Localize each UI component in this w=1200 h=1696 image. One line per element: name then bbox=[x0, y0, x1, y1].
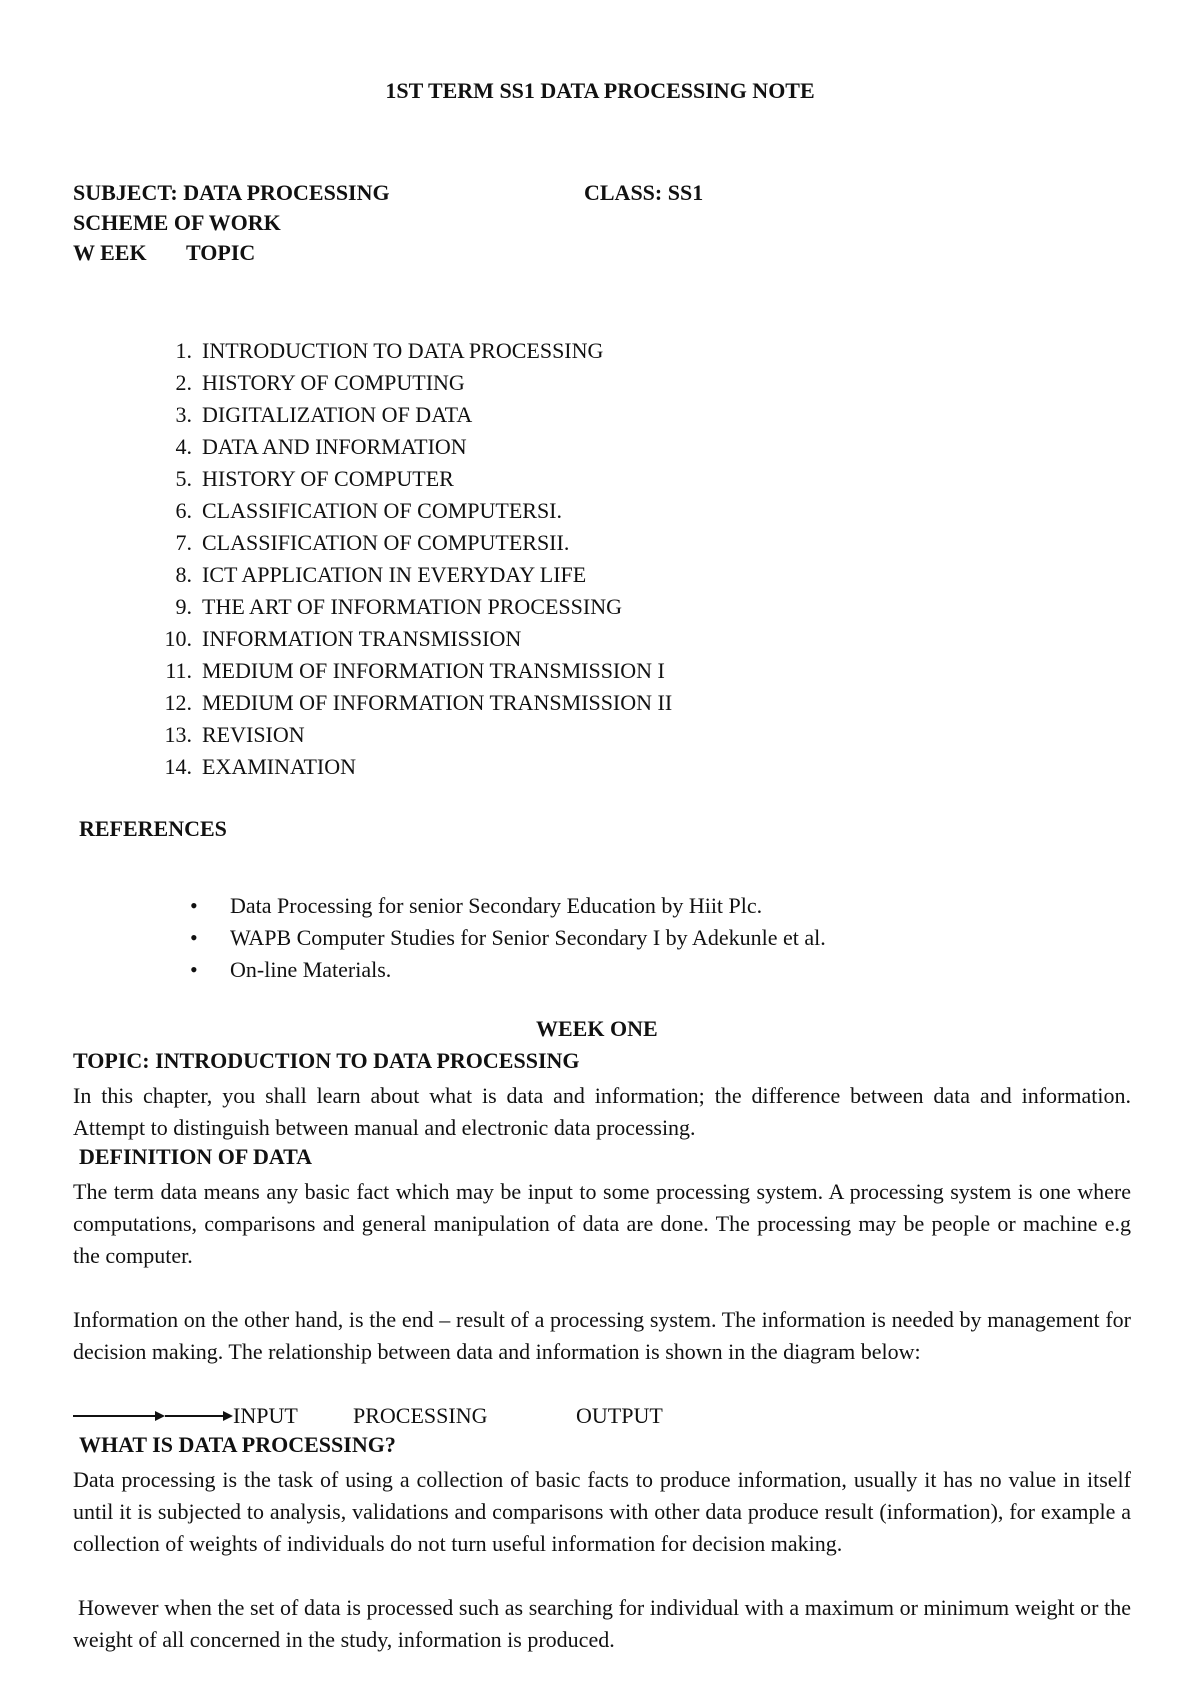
references-list bbox=[190, 890, 826, 986]
list-item bbox=[156, 335, 672, 367]
list-item-number: 2. bbox=[175, 370, 192, 395]
list-item bbox=[156, 655, 672, 687]
list-item-label: ICT APPLICATION IN EVERYDAY LIFE bbox=[202, 562, 587, 587]
list-item-label: MEDIUM OF INFORMATION TRANSMISSION I bbox=[202, 658, 665, 683]
topic-column-header: TOPIC bbox=[186, 240, 256, 265]
list-item bbox=[156, 623, 672, 655]
references-heading: REFERENCES bbox=[79, 816, 227, 841]
list-item-label: CLASSIFICATION OF COMPUTERSI. bbox=[202, 498, 563, 523]
list-item-number: 3. bbox=[175, 402, 192, 427]
list-item-number: 1. bbox=[175, 338, 192, 363]
list-item-label: HISTORY OF COMPUTER bbox=[202, 466, 454, 491]
flow-output-label: OUTPUT bbox=[576, 1403, 663, 1428]
week-one-topic: TOPIC: INTRODUCTION TO DATA PROCESSING bbox=[73, 1048, 580, 1073]
arrow-icon bbox=[73, 1408, 233, 1424]
reference-text: On-line Materials. bbox=[230, 957, 392, 982]
list-item-label: THE ART OF INFORMATION PROCESSING bbox=[202, 594, 622, 619]
list-item-number: 13. bbox=[164, 722, 192, 747]
reference-text: WAPB Computer Studies for Senior Secondary I by Adekunle et al. bbox=[230, 925, 826, 950]
definition-paragraph: The term data means any basic fact which may be input to some processing system. A processing system is one where computations, comparisons and general manipulation of data are done. The processing may be people or machine e.g the computer. bbox=[73, 1179, 1131, 1268]
list-item-label: HISTORY OF COMPUTING bbox=[202, 370, 465, 395]
list-item bbox=[156, 431, 672, 463]
flow-processing-label: PROCESSING bbox=[353, 1403, 488, 1428]
list-item bbox=[156, 719, 672, 751]
data-processing-paragraph-2: However when the set of data is processed such as searching for individual with a maximum or minimum weight or the weight of all concerned in the study, information is produced. bbox=[73, 1595, 1131, 1652]
flow-input-label: INPUT bbox=[233, 1403, 298, 1428]
data-flow-diagram bbox=[73, 1400, 773, 1432]
list-item-label: REVISION bbox=[202, 722, 305, 747]
definition-of-data-heading: DEFINITION OF DATA bbox=[79, 1144, 313, 1169]
list-item-number: 7. bbox=[175, 530, 192, 555]
scheme-of-work-heading: SCHEME OF WORK bbox=[73, 210, 281, 235]
list-item-number: 4. bbox=[175, 434, 192, 459]
list-item-number: 10. bbox=[164, 626, 192, 651]
reference-text: Data Processing for senior Secondary Education by Hiit Plc. bbox=[230, 893, 763, 918]
list-item bbox=[190, 922, 826, 954]
list-item-label: INFORMATION TRANSMISSION bbox=[202, 626, 522, 651]
topic-list bbox=[156, 335, 672, 783]
list-item bbox=[156, 591, 672, 623]
bullet-icon: • bbox=[190, 925, 198, 950]
list-item-number: 8. bbox=[175, 562, 192, 587]
class-label: CLASS: SS1 bbox=[584, 180, 704, 205]
intro-paragraph: In this chapter, you shall learn about what is data and information; the difference between data and information. Attempt to distinguish between manual and electronic data processing. bbox=[73, 1083, 1131, 1140]
list-item bbox=[156, 367, 672, 399]
week-one-heading: WEEK ONE bbox=[536, 1016, 658, 1041]
list-item-label: EXAMINATION bbox=[202, 754, 356, 779]
list-item bbox=[190, 954, 826, 986]
what-is-data-processing-heading: WHAT IS DATA PROCESSING? bbox=[79, 1432, 396, 1457]
bullet-icon: • bbox=[190, 957, 198, 982]
list-item bbox=[156, 527, 672, 559]
bullet-icon: • bbox=[190, 893, 198, 918]
data-processing-paragraph: Data processing is the task of using a collection of basic facts to produce information, usually it has no value in itself until it is subjected to analysis, validations and comparisons with other data produce result (information), for example a collection of weights of individuals do not turn useful information for decision making. bbox=[73, 1467, 1131, 1556]
list-item-label: CLASSIFICATION OF COMPUTERSII. bbox=[202, 530, 570, 555]
list-item-number: 11. bbox=[165, 658, 192, 683]
list-item-number: 6. bbox=[175, 498, 192, 523]
list-item bbox=[156, 687, 672, 719]
list-item bbox=[190, 890, 826, 922]
list-item bbox=[156, 399, 672, 431]
list-item bbox=[156, 495, 672, 527]
list-item bbox=[156, 751, 672, 783]
list-item-number: 12. bbox=[164, 690, 192, 715]
document-title: 1ST TERM SS1 DATA PROCESSING NOTE bbox=[385, 78, 815, 103]
list-item-number: 14. bbox=[164, 754, 192, 779]
list-item-label: INTRODUCTION TO DATA PROCESSING bbox=[202, 338, 604, 363]
list-item-number: 9. bbox=[175, 594, 192, 619]
subject-label: SUBJECT: DATA PROCESSING bbox=[73, 180, 390, 205]
list-item bbox=[156, 463, 672, 495]
list-item-label: MEDIUM OF INFORMATION TRANSMISSION II bbox=[202, 690, 673, 715]
list-item-label: DATA AND INFORMATION bbox=[202, 434, 467, 459]
list-item bbox=[156, 559, 672, 591]
list-item-label: DIGITALIZATION OF DATA bbox=[202, 402, 473, 427]
list-item-number: 5. bbox=[175, 466, 192, 491]
week-column-header: W EEK bbox=[73, 240, 147, 265]
information-paragraph: Information on the other hand, is the end – result of a processing system. The information is needed by management for decision making. The relationship between data and information is shown in the diagram below: bbox=[73, 1307, 1131, 1364]
